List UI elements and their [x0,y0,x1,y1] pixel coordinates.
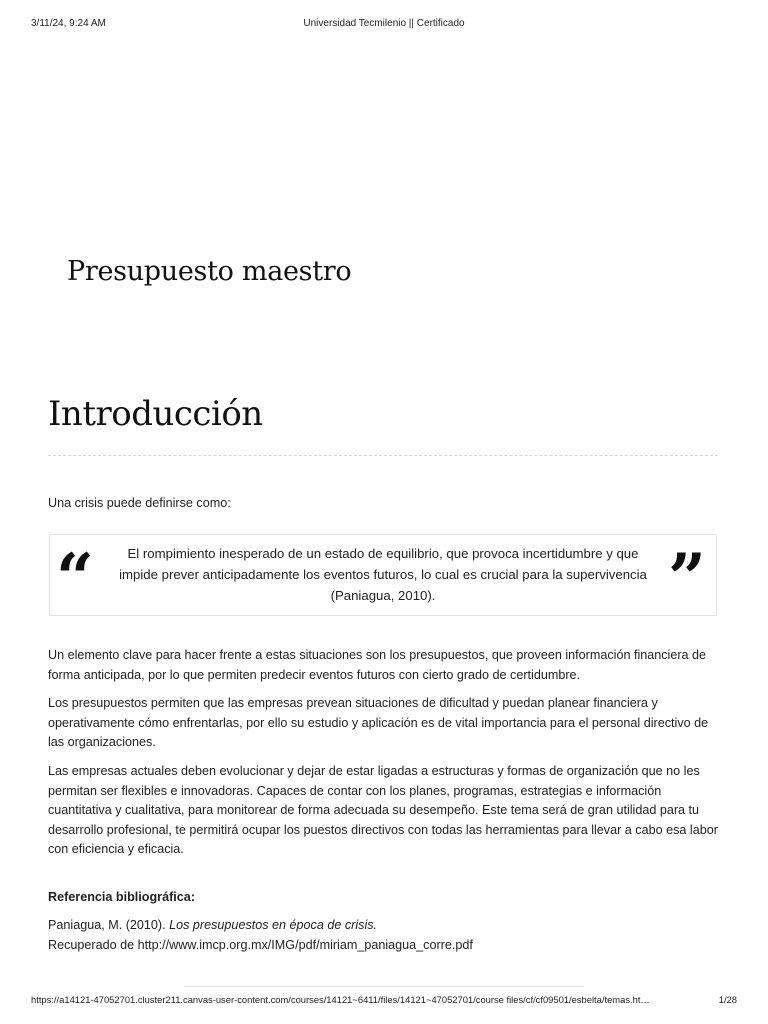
reference-citation [48,916,473,955]
reference-work-title: Los presupuestos en época de crisis. [169,918,378,932]
print-page-title: Universidad Tecmilenio || Certificado [303,18,465,29]
section-divider [48,455,718,456]
print-datetime: 3/11/24, 9:24 AM [31,18,106,29]
intro-text: Una crisis puede definirse como: [48,496,231,510]
print-header [0,18,768,32]
footer-divider [184,986,584,987]
paragraph: Los presupuestos permiten que las empresas prevean situaciones de dificultad y puedan planear financiera y operativamente cómo enfrentarlas, por ello su estudio y aplicación es de vital importancia para el personal directivo de las organizaciones. [48,696,709,750]
paragraph: Las empresas actuales deben evolucionar y dejar de estar ligadas a estructuras y formas de organización que no les permitan ser flexibles e innovadoras. Capaces de contar con los planes, programas, estrategias e información cuantitativa y cualitativa, para monitorear de forma adecuada su desempeño. Este tema será de gran utilidad para tu desarrollo profesional, te permitirá ocupar los puestos directivos con todas las herramientas para llevar a cabo esa labor con eficiencia y eficacia. [48,764,718,857]
quote-box [49,534,717,616]
close-quote-icon: ” [668,539,706,617]
reference-author-year: Paniagua, M. (2010). [48,918,170,932]
document-title: Presupuesto maestro [67,256,352,287]
print-url: https://a14121-47052701.cluster211.canvas-user-content.com/courses/14121~6411/files/14121~47052701/course files/cf/cf09501/esbelta/temas.ht… [31,994,650,1005]
print-footer [0,994,768,1008]
reference-retrieved: Recuperado de http://www.imcp.org.mx/IMG/pdf/miriam_paniagua_corre.pdf [48,937,473,952]
open-quote-icon: “ [56,539,94,617]
page-number: 1/28 [718,994,737,1005]
section-heading: Introducción [48,394,263,434]
quote-text: El rompimiento inesperado de un estado de equilibrio, que provoca incertidumbre y que impide prever anticipadamente los eventos futuros, lo cual es crucial para la supervivencia (Paniagua, 2010). [119,546,647,603]
reference-heading: Referencia bibliográfica: [48,890,195,904]
paragraph: Un elemento clave para hacer frente a estas situaciones son los presupuestos, que proveen información financiera de forma anticipada, por lo que permiten predecir eventos futuros con cierto grado de certidumbre. [48,648,707,682]
